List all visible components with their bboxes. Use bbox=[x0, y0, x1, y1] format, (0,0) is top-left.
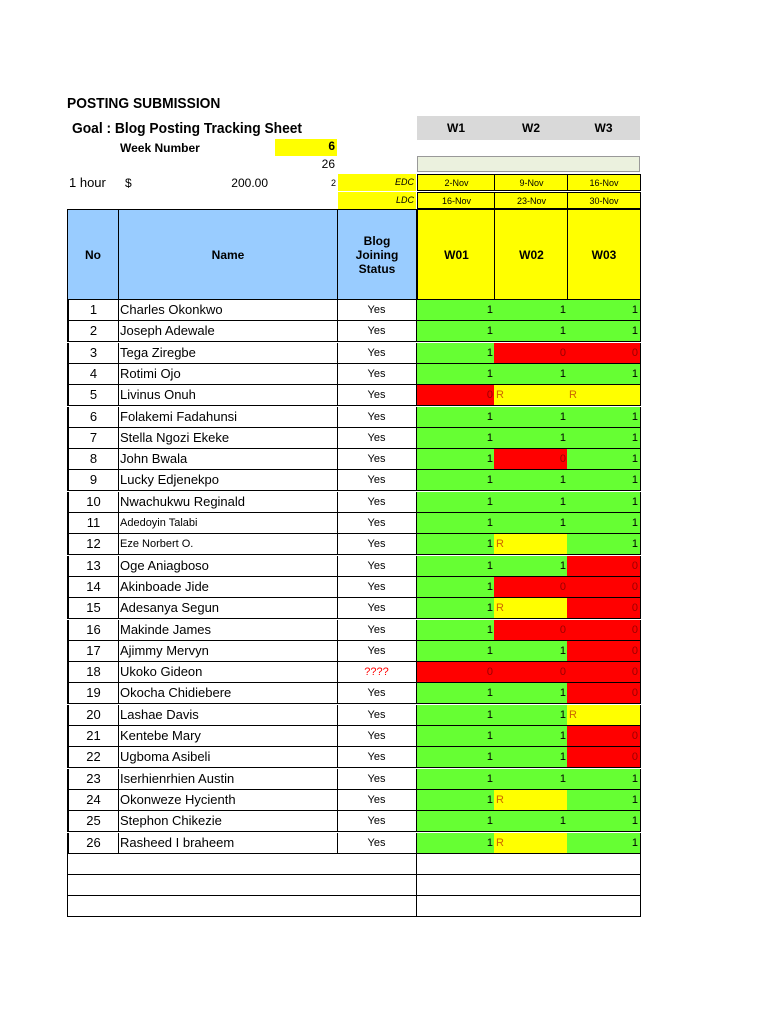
week-score-1[interactable]: 1 bbox=[417, 683, 496, 704]
participant-name[interactable]: Lucky Edjenekpo bbox=[118, 470, 274, 491]
header-status: Blog Joining Status bbox=[337, 209, 417, 300]
week-score-1[interactable]: 1 bbox=[417, 513, 496, 534]
week-score-2[interactable]: 1 bbox=[494, 470, 569, 491]
week-score-2[interactable]: R bbox=[494, 833, 569, 854]
participant-name[interactable]: Iserhienrhien Austin bbox=[118, 769, 274, 790]
blank-cell[interactable] bbox=[273, 769, 338, 790]
empty-cell[interactable] bbox=[273, 854, 338, 875]
empty-cell[interactable] bbox=[337, 875, 417, 896]
week-label-1: W1 bbox=[447, 121, 465, 135]
joining-status[interactable]: Yes bbox=[337, 769, 417, 790]
blank-cell[interactable] bbox=[273, 428, 338, 449]
participant-name[interactable]: Tega Ziregbe bbox=[118, 343, 274, 364]
blank-cell[interactable] bbox=[273, 705, 338, 726]
participant-name[interactable]: Rotimi Ojo bbox=[118, 364, 274, 385]
blank-cell[interactable] bbox=[273, 683, 338, 704]
blank-cell[interactable] bbox=[273, 726, 338, 747]
week-score-3[interactable]: 1 bbox=[567, 492, 641, 513]
joining-status[interactable]: Yes bbox=[337, 790, 417, 811]
spacer-bar bbox=[417, 156, 640, 172]
edc-date-3[interactable]: 16-Nov bbox=[567, 174, 641, 191]
week-score-3[interactable]: 0 bbox=[567, 726, 641, 747]
week-score-1[interactable]: 1 bbox=[417, 364, 496, 385]
empty-cell[interactable] bbox=[118, 854, 274, 875]
row-number: 17 bbox=[67, 641, 119, 662]
empty-cell[interactable] bbox=[67, 854, 119, 875]
row-number: 22 bbox=[67, 747, 119, 768]
week-label-3: W3 bbox=[594, 121, 613, 135]
week-score-2[interactable]: 1 bbox=[494, 683, 569, 704]
week-score-2[interactable]: 1 bbox=[494, 407, 569, 428]
week-score-3[interactable]: R bbox=[567, 705, 641, 726]
row-number: 12 bbox=[67, 534, 119, 555]
week-score-3[interactable]: 1 bbox=[567, 811, 641, 832]
week-score-1[interactable]: 1 bbox=[417, 790, 496, 811]
row-number: 6 bbox=[67, 407, 119, 428]
joining-status[interactable]: Yes bbox=[337, 300, 417, 321]
header-week-3: W03 bbox=[567, 209, 641, 300]
week-number-label: Week Number bbox=[120, 141, 200, 155]
joining-status[interactable]: Yes bbox=[337, 407, 417, 428]
week-score-1[interactable]: 1 bbox=[417, 470, 496, 491]
row-number: 18 bbox=[67, 662, 119, 683]
participant-name[interactable]: Stella Ngozi Ekeke bbox=[118, 428, 274, 449]
empty-cell[interactable] bbox=[67, 896, 119, 917]
blank-cell[interactable] bbox=[273, 641, 338, 662]
blank-cell[interactable] bbox=[273, 449, 338, 470]
blank-cell[interactable] bbox=[273, 811, 338, 832]
week-score-2[interactable]: 1 bbox=[494, 321, 569, 342]
blank-cell[interactable] bbox=[273, 385, 338, 406]
participant-name[interactable]: Rasheed I braheem bbox=[118, 833, 274, 854]
blank-cell[interactable] bbox=[273, 534, 338, 555]
joining-status[interactable]: Yes bbox=[337, 385, 417, 406]
empty-cell[interactable] bbox=[337, 896, 417, 917]
week-score-3[interactable]: 0 bbox=[567, 662, 641, 683]
participant-name[interactable]: Ukoko Gideon bbox=[118, 662, 274, 683]
joining-status[interactable]: Yes bbox=[337, 620, 417, 641]
week-score-1[interactable]: 1 bbox=[417, 577, 496, 598]
week-score-3[interactable]: 1 bbox=[567, 428, 641, 449]
week-score-2[interactable]: 1 bbox=[494, 705, 569, 726]
joining-status[interactable]: Yes bbox=[337, 364, 417, 385]
row-number: 7 bbox=[67, 428, 119, 449]
participant-name[interactable]: Okonweze Hycienth bbox=[118, 790, 274, 811]
row-number: 14 bbox=[67, 577, 119, 598]
week-score-1[interactable]: 1 bbox=[417, 811, 496, 832]
blank-cell[interactable] bbox=[273, 833, 338, 854]
currency-symbol: $ bbox=[125, 176, 132, 190]
week-score-1[interactable]: 1 bbox=[417, 726, 496, 747]
participant-name[interactable]: Ajimmy Mervyn bbox=[118, 641, 274, 662]
rate-label: 1 hour bbox=[69, 175, 106, 190]
joining-status[interactable]: Yes bbox=[337, 534, 417, 555]
participant-name[interactable]: Makinde James bbox=[118, 620, 274, 641]
joining-status[interactable]: Yes bbox=[337, 811, 417, 832]
week-score-3[interactable]: 1 bbox=[567, 364, 641, 385]
row-number: 8 bbox=[67, 449, 119, 470]
joining-status[interactable]: Yes bbox=[337, 705, 417, 726]
week-score-1[interactable]: 1 bbox=[417, 769, 496, 790]
row-number: 9 bbox=[67, 470, 119, 491]
sheet-title: POSTING SUBMISSION bbox=[67, 95, 221, 112]
week-score-2[interactable]: R bbox=[494, 534, 569, 555]
joining-status[interactable]: Yes bbox=[337, 747, 417, 768]
week-score-3[interactable]: 0 bbox=[567, 598, 641, 619]
edc-label: EDC bbox=[338, 174, 416, 191]
row-number: 11 bbox=[67, 513, 119, 534]
row-number: 5 bbox=[67, 385, 119, 406]
blank-cell[interactable] bbox=[273, 513, 338, 534]
week-score-1[interactable]: 1 bbox=[417, 705, 496, 726]
goal-heading: Goal : Blog Posting Tracking Sheet bbox=[72, 120, 303, 137]
ldc-date-1[interactable]: 16-Nov bbox=[417, 192, 496, 209]
header-name: Name bbox=[118, 209, 338, 300]
empty-cell[interactable] bbox=[567, 875, 641, 896]
week-score-2[interactable]: R bbox=[494, 385, 569, 406]
week-score-1[interactable]: 1 bbox=[417, 321, 496, 342]
participant-name[interactable]: Lashae Davis bbox=[118, 705, 274, 726]
participant-name[interactable]: Livinus Onuh bbox=[118, 385, 274, 406]
empty-cell[interactable] bbox=[417, 854, 496, 875]
week-score-2[interactable]: 1 bbox=[494, 769, 569, 790]
blank-cell[interactable] bbox=[273, 364, 338, 385]
participant-name[interactable]: Okocha Chidiebere bbox=[118, 683, 274, 704]
week-score-1[interactable]: 1 bbox=[417, 534, 496, 555]
ldc-date-2[interactable]: 23-Nov bbox=[494, 192, 569, 209]
empty-cell[interactable] bbox=[494, 854, 569, 875]
rate-multiplier: 2 bbox=[330, 178, 336, 188]
empty-cell[interactable] bbox=[567, 896, 641, 917]
week-score-1[interactable]: 1 bbox=[417, 641, 496, 662]
week-score-2[interactable]: 1 bbox=[494, 364, 569, 385]
week-score-3[interactable]: 1 bbox=[567, 769, 641, 790]
week-number-value[interactable]: 6 bbox=[275, 139, 337, 156]
week-score-3[interactable]: 0 bbox=[567, 747, 641, 768]
total-count: 26 bbox=[321, 157, 335, 171]
header-week-2: W02 bbox=[494, 209, 569, 300]
week-score-1[interactable]: 0 bbox=[417, 662, 496, 683]
week-score-3[interactable]: 1 bbox=[567, 790, 641, 811]
blank-cell[interactable] bbox=[273, 790, 338, 811]
participant-name[interactable]: Nwachukwu Reginald bbox=[118, 492, 274, 513]
week-score-3[interactable]: 0 bbox=[567, 343, 641, 364]
empty-cell[interactable] bbox=[337, 854, 417, 875]
blank-cell[interactable] bbox=[273, 662, 338, 683]
joining-status[interactable]: Yes bbox=[337, 556, 417, 577]
empty-cell[interactable] bbox=[494, 875, 569, 896]
week-score-3[interactable]: 0 bbox=[567, 577, 641, 598]
blank-cell[interactable] bbox=[273, 492, 338, 513]
week-score-2[interactable]: 0 bbox=[494, 620, 569, 641]
week-score-3[interactable]: 1 bbox=[567, 534, 641, 555]
ldc-label: LDC bbox=[338, 192, 416, 209]
row-number: 13 bbox=[67, 556, 119, 577]
edc-date-1[interactable]: 2-Nov bbox=[417, 174, 496, 191]
empty-cell[interactable] bbox=[567, 854, 641, 875]
empty-cell[interactable] bbox=[417, 875, 496, 896]
row-number: 25 bbox=[67, 811, 119, 832]
week-score-1[interactable]: 1 bbox=[417, 598, 496, 619]
participant-name[interactable]: Eze Norbert O. bbox=[118, 534, 274, 555]
week-score-3[interactable]: 1 bbox=[567, 470, 641, 491]
blank-cell[interactable] bbox=[273, 343, 338, 364]
empty-cell[interactable] bbox=[273, 896, 338, 917]
week-score-1[interactable]: 1 bbox=[417, 428, 496, 449]
row-number: 16 bbox=[67, 620, 119, 641]
week-score-1[interactable]: 1 bbox=[417, 449, 496, 470]
participant-name[interactable]: Stephon Chikezie bbox=[118, 811, 274, 832]
participant-name[interactable]: Kentebe Mary bbox=[118, 726, 274, 747]
table-divider bbox=[67, 299, 641, 300]
week-score-2[interactable]: 0 bbox=[494, 577, 569, 598]
week-score-2[interactable]: 1 bbox=[494, 513, 569, 534]
participant-name[interactable]: Ugboma Asibeli bbox=[118, 747, 274, 768]
week-score-1[interactable]: 0 bbox=[417, 385, 496, 406]
row-number: 24 bbox=[67, 790, 119, 811]
participant-name[interactable]: Folakemi Fadahunsi bbox=[118, 407, 274, 428]
week-score-3[interactable]: 0 bbox=[567, 641, 641, 662]
joining-status[interactable]: Yes bbox=[337, 598, 417, 619]
week-score-2[interactable]: 0 bbox=[494, 449, 569, 470]
empty-cell[interactable] bbox=[67, 875, 119, 896]
week-score-2[interactable]: 1 bbox=[494, 300, 569, 321]
week-score-3[interactable]: 1 bbox=[567, 449, 641, 470]
joining-status[interactable]: ???? bbox=[337, 662, 417, 683]
header-no: No bbox=[67, 209, 119, 300]
week-score-2[interactable]: 1 bbox=[494, 641, 569, 662]
blank-cell[interactable] bbox=[273, 598, 338, 619]
blank-cell[interactable] bbox=[273, 747, 338, 768]
participant-name[interactable]: Adedoyin Talabi bbox=[118, 513, 274, 534]
empty-cell[interactable] bbox=[118, 896, 274, 917]
header-week-1: W01 bbox=[417, 209, 496, 300]
rate-amount[interactable]: 200.00 bbox=[231, 176, 268, 190]
joining-status[interactable]: Yes bbox=[337, 321, 417, 342]
empty-cell[interactable] bbox=[118, 875, 274, 896]
joining-status[interactable]: Yes bbox=[337, 577, 417, 598]
blank-cell[interactable] bbox=[273, 620, 338, 641]
joining-status[interactable]: Yes bbox=[337, 492, 417, 513]
joining-status[interactable]: Yes bbox=[337, 428, 417, 449]
week-score-3[interactable]: 1 bbox=[567, 321, 641, 342]
joining-status[interactable]: Yes bbox=[337, 641, 417, 662]
participant-name[interactable]: Akinboade Jide bbox=[118, 577, 274, 598]
week-score-1[interactable]: 1 bbox=[417, 300, 496, 321]
week-score-2[interactable]: 1 bbox=[494, 747, 569, 768]
joining-status[interactable]: Yes bbox=[337, 470, 417, 491]
joining-status[interactable]: Yes bbox=[337, 513, 417, 534]
joining-status[interactable]: Yes bbox=[337, 449, 417, 470]
week-score-3[interactable]: 1 bbox=[567, 300, 641, 321]
week-score-3[interactable]: R bbox=[567, 385, 641, 406]
joining-status[interactable]: Yes bbox=[337, 833, 417, 854]
blank-cell[interactable] bbox=[273, 300, 338, 321]
week-score-2[interactable]: 1 bbox=[494, 726, 569, 747]
empty-cell[interactable] bbox=[273, 875, 338, 896]
week-score-2[interactable]: 0 bbox=[494, 343, 569, 364]
blank-cell[interactable] bbox=[273, 556, 338, 577]
edc-date-2[interactable]: 9-Nov bbox=[494, 174, 569, 191]
week-score-2[interactable]: 0 bbox=[494, 662, 569, 683]
week-score-2[interactable]: R bbox=[494, 790, 569, 811]
participant-name[interactable]: Joseph Adewale bbox=[118, 321, 274, 342]
participant-name[interactable]: John Bwala bbox=[118, 449, 274, 470]
row-number: 15 bbox=[67, 598, 119, 619]
joining-status[interactable]: Yes bbox=[337, 726, 417, 747]
empty-cell[interactable] bbox=[494, 896, 569, 917]
week-score-3[interactable]: 1 bbox=[567, 833, 641, 854]
blank-cell[interactable] bbox=[273, 321, 338, 342]
row-number: 1 bbox=[67, 300, 119, 321]
blank-cell[interactable] bbox=[273, 577, 338, 598]
joining-status[interactable]: Yes bbox=[337, 343, 417, 364]
ldc-date-3[interactable]: 30-Nov bbox=[567, 192, 641, 209]
row-number: 21 bbox=[67, 726, 119, 747]
week-score-1[interactable]: 1 bbox=[417, 407, 496, 428]
joining-status[interactable]: Yes bbox=[337, 683, 417, 704]
row-number: 26 bbox=[67, 833, 119, 854]
week-score-1[interactable]: 1 bbox=[417, 833, 496, 854]
week-score-3[interactable]: 0 bbox=[567, 620, 641, 641]
week-score-2[interactable]: 1 bbox=[494, 492, 569, 513]
participant-name[interactable]: Oge Aniagboso bbox=[118, 556, 274, 577]
week-score-3[interactable]: 0 bbox=[567, 683, 641, 704]
row-number: 3 bbox=[67, 343, 119, 364]
week-score-3[interactable]: 1 bbox=[567, 513, 641, 534]
week-score-1[interactable]: 1 bbox=[417, 492, 496, 513]
week-score-1[interactable]: 1 bbox=[417, 747, 496, 768]
week-score-2[interactable]: 1 bbox=[494, 428, 569, 449]
row-number: 20 bbox=[67, 705, 119, 726]
week-score-2[interactable]: R bbox=[494, 598, 569, 619]
week-score-3[interactable]: 0 bbox=[567, 556, 641, 577]
blank-cell[interactable] bbox=[273, 470, 338, 491]
row-number: 4 bbox=[67, 364, 119, 385]
row-number: 10 bbox=[67, 492, 119, 513]
week-score-2[interactable]: 1 bbox=[494, 811, 569, 832]
blank-cell[interactable] bbox=[273, 407, 338, 428]
week-score-3[interactable]: 1 bbox=[567, 407, 641, 428]
row-number: 19 bbox=[67, 683, 119, 704]
empty-cell[interactable] bbox=[417, 896, 496, 917]
participant-name[interactable]: Charles Okonkwo bbox=[118, 300, 274, 321]
week-score-2[interactable]: 1 bbox=[494, 556, 569, 577]
week-label-2: W2 bbox=[522, 121, 540, 135]
week-score-1[interactable]: 1 bbox=[417, 620, 496, 641]
participant-name[interactable]: Adesanya Segun bbox=[118, 598, 274, 619]
row-number: 2 bbox=[67, 321, 119, 342]
row-number: 23 bbox=[67, 769, 119, 790]
week-score-1[interactable]: 1 bbox=[417, 343, 496, 364]
week-score-1[interactable]: 1 bbox=[417, 556, 496, 577]
